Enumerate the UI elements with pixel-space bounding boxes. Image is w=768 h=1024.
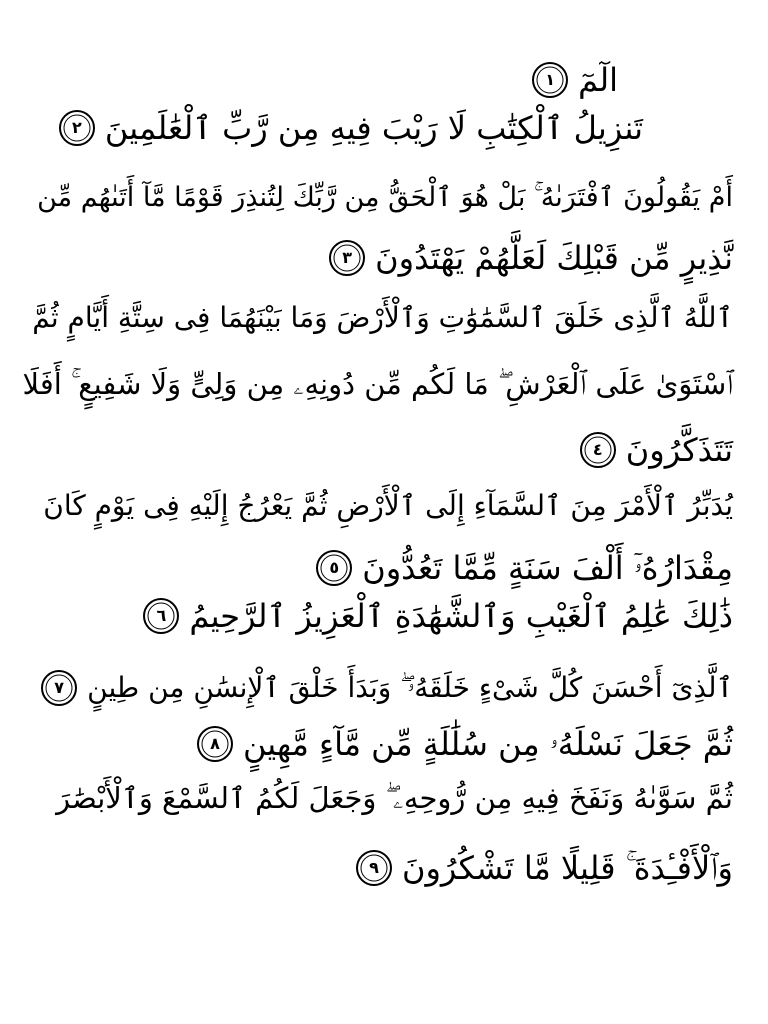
verse-text: يُدَبِّرُ ٱلْأَمْرَ مِنَ ٱلسَّمَآءِ إِلَى ٱلْأَرْضِ ثُمَّ يَعْرُجُ إِلَيْهِ فِى يَوْمٍ كَانَ [43,489,733,522]
ayah-end-marker [39,668,79,708]
verse-text: الٓمٓ [578,61,618,99]
ayah-end-marker [530,60,570,100]
ayah-number: ١ [545,70,555,89]
verse-line [56,776,733,820]
verse-text: ٱسْتَوَىٰ عَلَى ٱلْعَرْشِ ۖ مَا لَكُم مِّن دُونِهِۦ مِن وَلِىٍّ وَلَا شَفِيعٍ ۚ أَفَلَا [22,367,733,401]
ayah-number: ٢ [72,118,82,137]
verse-line [578,428,733,472]
ayah-number: ٩ [369,858,379,877]
verse-text: ذَٰلِكَ عَٰلِمُ ٱلْغَيْبِ وَٱلشَّهَٰدَةِ ٱلْعَزِيزُ ٱلرَّحِيمُ [189,597,733,635]
ayah-number: ٨ [210,734,220,753]
ayah-number: ٧ [54,678,65,697]
verse-line [327,236,733,280]
verse-line [141,594,733,638]
verse-text: تَنزِيلُ ٱلْكِتَٰبِ لَا رَيْبَ فِيهِ مِن رَّبِّ ٱلْعَٰلَمِينَ [104,109,643,147]
ayah-end-marker [57,108,97,148]
verse-text: مِقْدَارُهُۥٓ أَلْفَ سَنَةٍ مِّمَّا تَعُدُّونَ [362,549,733,587]
verse-line [195,722,733,766]
ayah-number: ٥ [329,558,340,577]
verse-text: ٱللَّهُ ٱلَّذِى خَلَقَ ٱلسَّمَٰوَٰتِ وَٱلْأَرْضَ وَمَا بَيْنَهُمَا فِى سِتَّةِ أَيَّامٍ ثُمَّ [32,301,733,334]
verse-text: أَمْ يَقُولُونَ ٱفْتَرَىٰهُ ۚ بَلْ هُوَ ٱلْحَقُّ مِن رَّبِّكَ لِتُنذِرَ قَوْمًا مَّآ أَتَىٰهُم مِّن [37,182,733,213]
verse-line [32,296,733,340]
verse-line [23,362,733,406]
verse-line [314,546,733,590]
verse-text: ٱلَّذِىٓ أَحْسَنَ كُلَّ شَىْءٍ خَلَقَهُۥ ۖ وَبَدَأَ خَلْقَ ٱلْإِنسَٰنِ مِن طِينٍ [87,671,733,704]
verse-text: نَّذِيرٍ مِّن قَبْلِكَ لَعَلَّهُمْ يَهْتَدُونَ [375,239,733,277]
ayah-end-marker [195,724,235,764]
verse-line [39,666,733,710]
verse-text: وَٱلْأَفْـِٔدَةَ ۚ قَلِيلًا مَّا تَشْكُرُونَ [401,849,733,887]
ayah-end-marker [354,848,394,888]
ayah-number: ٦ [156,606,167,625]
ayah-end-marker [141,596,181,636]
ayah-end-marker [314,548,354,588]
ayah-number: ٤ [592,440,603,459]
verse-line [530,58,618,102]
verse-line [43,484,733,528]
verse-text: تَتَذَكَّرُونَ [625,431,733,469]
ayah-end-marker [327,238,367,278]
verse-line [354,846,733,890]
ayah-number: ٣ [342,248,353,267]
verse-line [57,106,643,150]
verse-text: ثُمَّ سَوَّىٰهُ وَنَفَخَ فِيهِ مِن رُّوحِهِۦ ۖ وَجَعَلَ لَكُمُ ٱلسَّمْعَ وَٱلْأَبْصَٰرَ [56,781,733,815]
verse-line [37,176,733,220]
verse-text: ثُمَّ جَعَلَ نَسْلَهُۥ مِن سُلَٰلَةٍ مِّن مَّآءٍ مَّهِينٍ [242,725,733,763]
ayah-end-marker [578,430,618,470]
